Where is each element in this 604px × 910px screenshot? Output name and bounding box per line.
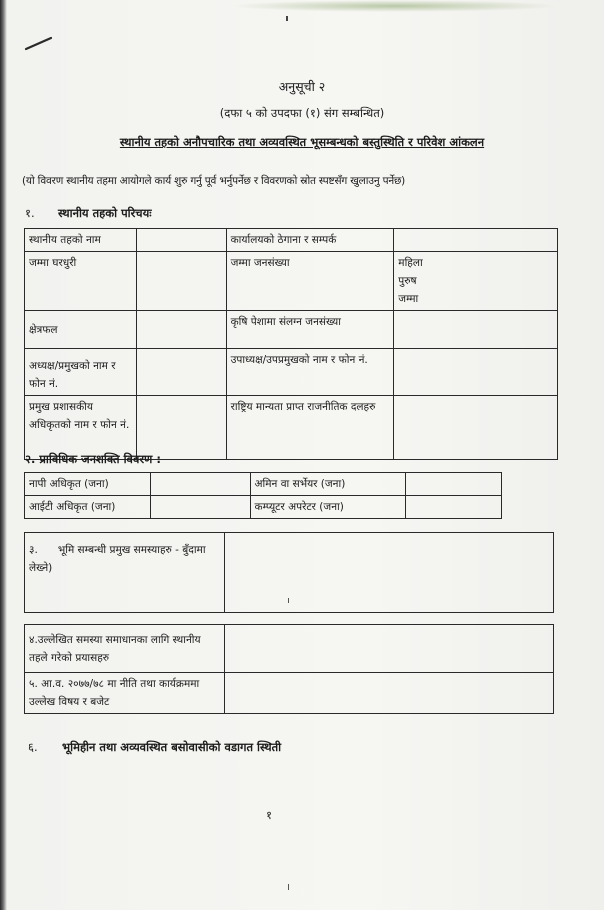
efforts-budget-table bbox=[24, 624, 554, 714]
table-row bbox=[25, 673, 554, 714]
local-level-intro-table bbox=[24, 228, 558, 460]
row-label: अध्यक्ष/प्रमुखको नाम र फोन नं. bbox=[25, 349, 137, 396]
schedule-label: अनुसूची २ bbox=[278, 79, 326, 94]
row-label: जम्मा जनसंख्या bbox=[226, 252, 394, 311]
row-value[interactable] bbox=[394, 229, 558, 252]
row-label: नापी अधिकृत (जना) bbox=[25, 473, 151, 496]
scan-speck bbox=[286, 16, 288, 21]
land-problems-table bbox=[24, 532, 554, 613]
row-value[interactable] bbox=[136, 252, 226, 311]
land-problems-value[interactable] bbox=[224, 533, 553, 613]
section2-heading: २. प्राविधिक जनशक्ति विवरण : bbox=[25, 452, 161, 466]
table-row bbox=[25, 229, 558, 252]
section6-number: ६. bbox=[28, 740, 38, 754]
row-value[interactable] bbox=[136, 349, 226, 396]
table-row bbox=[25, 311, 558, 349]
table-row bbox=[25, 349, 558, 396]
row-label: स्थानीय तहको नाम bbox=[25, 229, 137, 252]
efforts-value[interactable] bbox=[224, 625, 553, 673]
row-label: क्षेत्रफल bbox=[25, 311, 137, 349]
table-row bbox=[25, 252, 558, 311]
row-label: उपाध्यक्ष/उपप्रमुखको नाम र फोन नं. bbox=[226, 349, 394, 396]
row-value[interactable] bbox=[136, 229, 226, 252]
row-label: अमिन वा सर्भेयर (जना) bbox=[250, 473, 406, 496]
row-label: प्रमुख प्रशासकीय अधिकृतको नाम र फोन नं. bbox=[25, 396, 137, 460]
row-label: कृषि पेशामा संलग्न जनसंख्या bbox=[226, 311, 394, 349]
pen-mark bbox=[24, 36, 54, 52]
scan-speck bbox=[288, 884, 289, 890]
row-value[interactable] bbox=[150, 473, 250, 496]
scan-shadow bbox=[230, 0, 560, 12]
page-number: १ bbox=[266, 808, 272, 822]
table-row bbox=[25, 473, 502, 496]
scan-speck bbox=[288, 598, 289, 603]
document-title: स्थानीय तहको अनौपचारिक तथा अव्यवस्थित भूसम्बन्धको बस्तुस्थिति र परिवेश आंकलन bbox=[119, 135, 485, 149]
table-row bbox=[25, 533, 554, 613]
table-row bbox=[25, 396, 558, 460]
instruction-text: (यो विवरण स्थानीय तहमा आयोगले कार्य शुरु गर्नु पूर्व भर्नुपर्नेछ र विवरणको स्रोत स्पष्टसँग खुलाउनु पर्नेछ) bbox=[22, 175, 406, 187]
row-value[interactable] bbox=[394, 311, 558, 349]
population-breakdown-cell[interactable] bbox=[394, 252, 558, 311]
section3-number: ३. bbox=[29, 544, 38, 556]
row-value[interactable] bbox=[406, 496, 502, 519]
table-row bbox=[25, 496, 502, 519]
row-value[interactable] bbox=[394, 396, 558, 460]
budget-label: ५. आ.व. २०७७/७८ मा नीति तथा कार्यक्रममा उल्लेख विषय र बजेट bbox=[25, 673, 225, 714]
reference-line: (दफा ५ को उपदफा (१) संग सम्बन्धित) bbox=[219, 106, 385, 120]
row-label: कम्प्यूटर अपरेटर (जना) bbox=[250, 496, 406, 519]
male-label: पुरुष bbox=[398, 275, 417, 287]
row-value[interactable] bbox=[136, 311, 226, 349]
efforts-label: ४.उल्लेखित समस्या समाधानका लागि स्थानीय तहले गरेको प्रयासहरु bbox=[25, 625, 225, 673]
row-value[interactable] bbox=[406, 473, 502, 496]
total-label: जम्मा bbox=[398, 293, 419, 305]
row-label: आईटी अधिकृत (जना) bbox=[25, 496, 151, 519]
row-label: कार्यालयको ठेगाना र सम्पर्क bbox=[226, 229, 394, 252]
land-problems-label bbox=[25, 533, 225, 613]
budget-value[interactable] bbox=[224, 673, 553, 714]
technical-staff-table bbox=[24, 472, 502, 519]
section1-number: १. bbox=[25, 206, 35, 220]
row-label: जम्मा घरधुरी bbox=[25, 252, 137, 311]
table-row bbox=[25, 625, 554, 673]
section1-heading: स्थानीय तहको परिचयः bbox=[58, 206, 152, 220]
section6-heading: भूमिहीन तथा अव्यवस्थित बसोवासीको वडागत स्थिती bbox=[62, 740, 282, 754]
row-value[interactable] bbox=[394, 349, 558, 396]
section3-text: भूमि सम्बन्धी प्रमुख समस्याहरु - बुँदामा लेख्ने) bbox=[29, 544, 206, 574]
row-label: राष्ट्रिय मान्यता प्राप्त राजनीतिक दलहरु bbox=[226, 396, 394, 460]
female-label: महिला bbox=[398, 257, 423, 269]
row-value[interactable] bbox=[150, 496, 250, 519]
row-value[interactable] bbox=[136, 396, 226, 460]
